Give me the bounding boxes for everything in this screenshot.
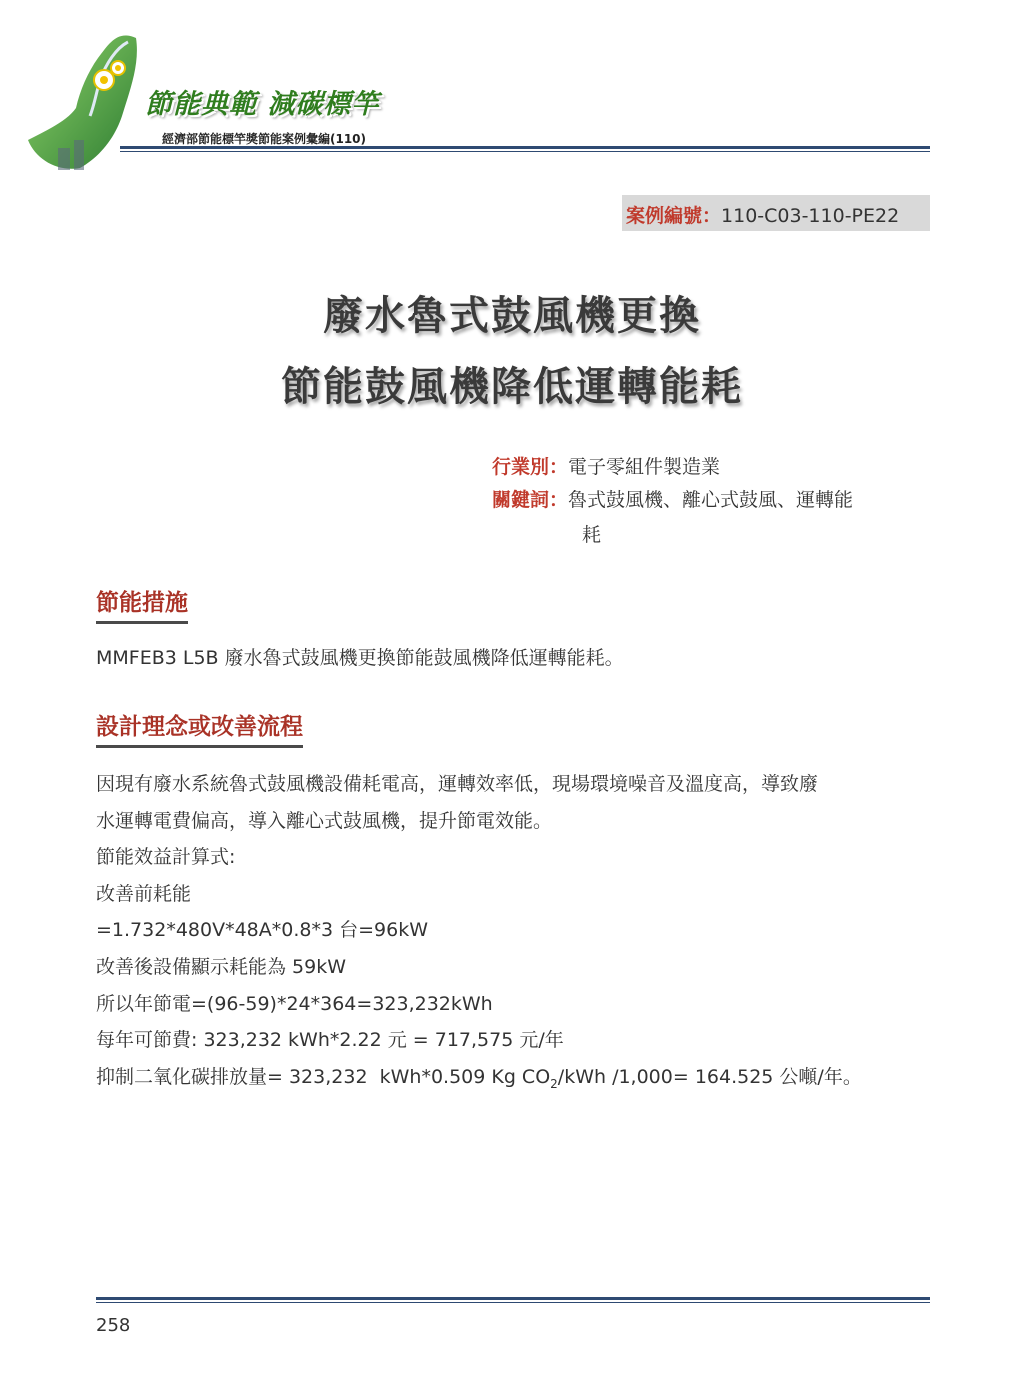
footer-divider (96, 1297, 930, 1300)
industry-label: 行業別： (492, 456, 569, 478)
footer-divider-thin (96, 1302, 930, 1303)
design-line: 水運轉電費偏高，導入離心式鼓風機，提升節電效能。 (96, 809, 553, 832)
header-divider-thin (120, 151, 930, 152)
section-title-measures: 節能措施 (96, 584, 188, 624)
case-number-label: 案例編號： (626, 205, 722, 227)
keywords-value: 魯式鼓風機、離心式鼓風、運轉能 (568, 489, 854, 511)
header-subtitle: 經濟部節能標竿獎節能案例彙編(110) (162, 132, 367, 146)
design-line: 所以年節電=(96-59)*24*364=323,232kWh (96, 992, 493, 1015)
design-line: 改善前耗能 (96, 882, 192, 905)
page-title-line2: 節能鼓風機降低運轉能耗 (281, 364, 743, 410)
design-line: =1.732*480V*48A*0.8*3 台=96kW (96, 919, 428, 942)
design-line: 節能效益計算式: (96, 846, 236, 869)
header-brand: 節能典範 減碳標竿 (145, 89, 380, 120)
co2-line (96, 1059, 862, 1102)
case-number-value: 110-C03-110-PE22 (721, 205, 900, 227)
co2-subscript: 2 (550, 1076, 558, 1091)
header-divider (120, 146, 930, 149)
industry-row (492, 452, 720, 479)
design-line: 改善後設備顯示耗能為 59kW (96, 955, 347, 978)
header-logo-icon (18, 20, 148, 180)
page-title-line1: 廢水魯式鼓風機更換 (323, 293, 701, 339)
design-line: 每年可節費: 323,232 kWh*2.22 元 = 717,575 元/年 (96, 1029, 564, 1052)
case-number-box (622, 195, 930, 231)
keywords-row (492, 485, 853, 512)
measures-text: MMFEB3 L5B 廢水魯式鼓風機更換節能鼓風機降低運轉能耗。 (96, 647, 624, 669)
section-title-design: 設計理念或改善流程 (96, 708, 303, 748)
industry-value: 電子零組件製造業 (568, 456, 721, 478)
co2-text: 抑制二氧化碳排放量= 323,232 kWh*0.509 Kg CO (96, 1065, 551, 1088)
keywords-label: 關鍵詞： (492, 489, 569, 511)
co2-text-end: /kWh /1,000= 164.525 公噸/年。 (557, 1065, 862, 1088)
page-number: 258 (96, 1315, 131, 1336)
design-line: 因現有廢水系統魯式鼓風機設備耗電高，運轉效率低，現場環境噪音及溫度高，導致廢 (96, 773, 819, 795)
design-body (96, 766, 862, 1102)
keywords-value-continued: 耗 (582, 524, 602, 546)
